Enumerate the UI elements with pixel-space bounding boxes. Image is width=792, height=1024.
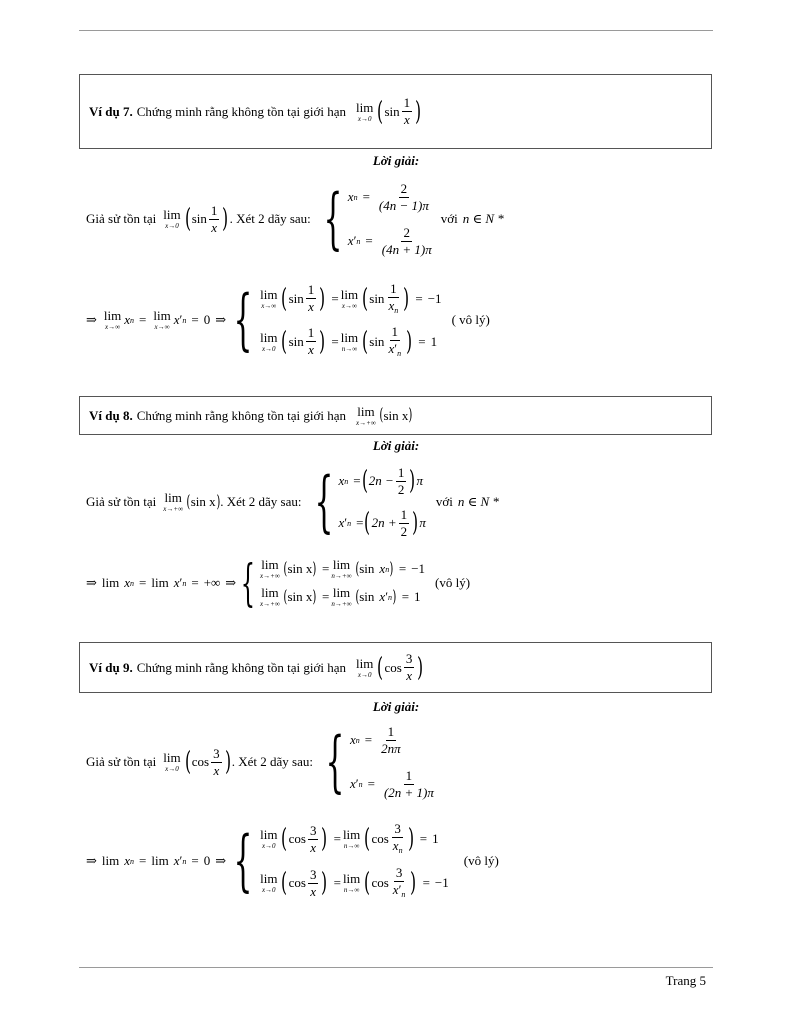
- example-9-absurd: (vô lý): [463, 853, 499, 868]
- example-8-absurd: (vô lý): [435, 575, 471, 590]
- header-rule: [79, 30, 713, 31]
- example-7-prompt: Chứng minh rằng không tồn tại giới hạn: [136, 103, 346, 119]
- example-8-limit: lim x→+∞ ( sin x ): [355, 403, 413, 427]
- example-7-absurd: ( vô lý): [451, 312, 490, 327]
- example-8-solution-heading: Lời giải:: [372, 438, 420, 453]
- example-9-conclusion: ⇒ lim x n = lim x ′ n = 0 ⇒ { lim x→0 ( cos $\frac{3}{x}$ ) = lim n→∞ ( cos $\frac{3}{x_n}$ ) = 1 lim x→0 ( cos $\frac{3}{x}$ ) = lim n→∞ ( cos $\frac{3}{x'_n}$ ) = −1 (vô lý): [86, 821, 499, 900]
- example-7-label: Ví dụ 7.: [89, 103, 133, 119]
- example-8-assumption: Giả sử tồn tại lim x→+∞ ( sin x ) . Xét 2 dãy sau: { x n = ( 2n − $\frac{1}{2}$ ) π x ′ n = ( 2n + $\frac{1}{2}$ ) π với n ∈ N *: [86, 463, 499, 540]
- example-7-limit: lim x→0 ( sin $\frac{1}{x}$ ): [355, 95, 422, 127]
- page-number: Trang 5: [665, 973, 706, 988]
- example-9-solution-heading: Lời giải:: [372, 699, 420, 714]
- example-8-box: [79, 396, 712, 435]
- example-8-prompt: Chứng minh rằng không tồn tại giới hạn: [136, 407, 346, 423]
- example-7-conclusion: ⇒ lim x→∞ x n = lim x→∞ x ′ n = 0 ⇒ { lim x→∞ ( sin $\frac{1}{x}$ ) = lim x→∞ ( sin $\frac{1}{x_n}$ ) = −1 lim x→0 ( sin $\frac{1}{x}$ ) = lim n→∞ ( sin $\frac{1}{x'_n}$ ) = 1 ( vô lý): [86, 280, 490, 358]
- example-8-conclusion: ⇒ lim x n = lim x ′ n = +∞ ⇒ { lim x→+∞ ( sin x ) = lim n→+∞ ( sin x n ) = −1 lim x→+∞ ( sin x ) = lim n→+∞ ( sin x ′ n ) = 1 (vô lý): [86, 554, 471, 612]
- example-7-box: [79, 74, 712, 149]
- example-7-assumption: Giả sử tồn tại lim x→0 ( sin $\frac{1}{x}$ ) . Xét 2 dãy sau: { x n = $\frac{2}{(4n - 1)\pi}$ x ′ n = $\frac{2}{(4n + 1)\pi}$ với n ∈ N *: [86, 180, 504, 257]
- example-9-box: [79, 642, 712, 693]
- example-9-limit: lim x→0 ( cos $\frac{3}{x}$ ): [355, 651, 424, 683]
- example-9-prompt: Chứng minh rằng không tồn tại giới hạn: [136, 659, 346, 675]
- example-8-label: Ví dụ 8.: [89, 407, 133, 423]
- example-9-assumption: Giả sử tồn tại lim x→0 ( cos $\frac{3}{x}$ ) . Xét 2 dãy sau: { x n = $\frac{1}{2n\pi}$ x ′ n = $\frac{1}{(2n + 1)\pi}$: [86, 723, 434, 800]
- example-7-solution-heading: Lời giải:: [372, 153, 420, 168]
- footer-rule: [79, 967, 713, 968]
- example-9-label: Ví dụ 9.: [89, 659, 133, 675]
